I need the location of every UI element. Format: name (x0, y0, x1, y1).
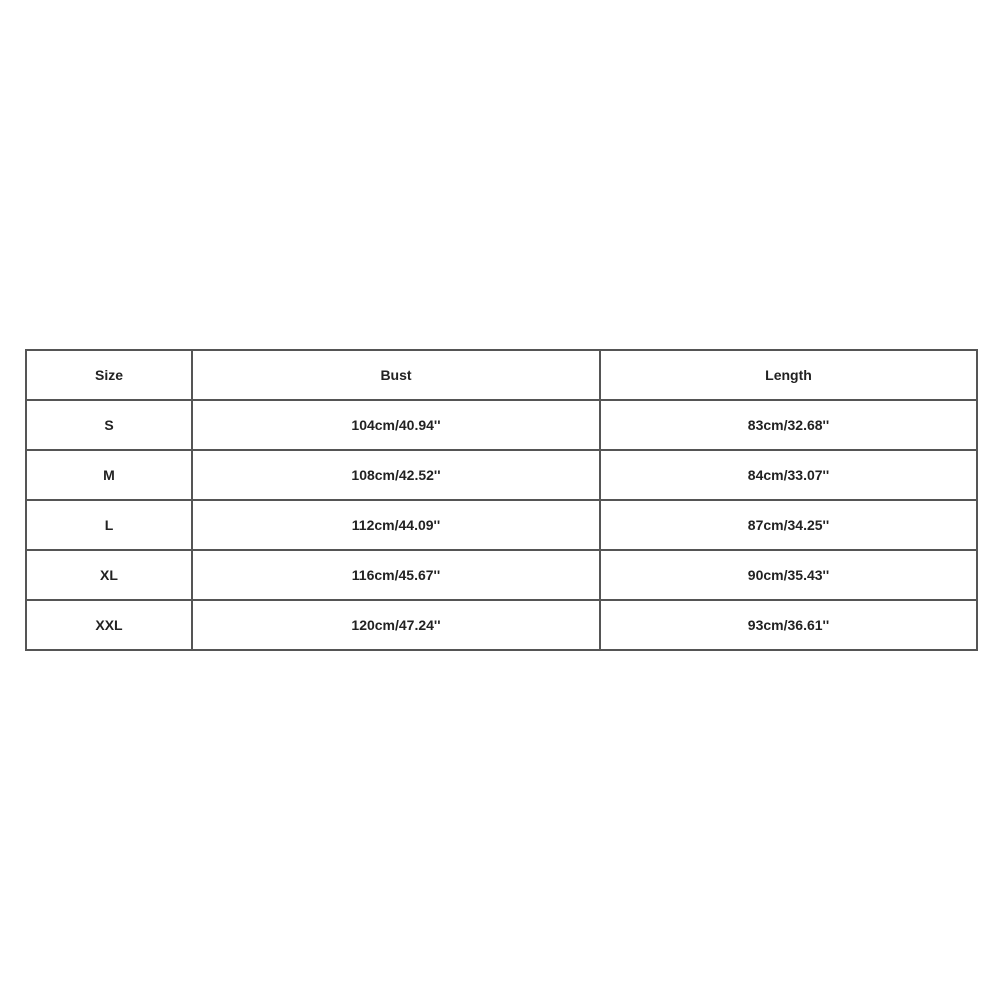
bust-cell: 120cm/47.24'' (192, 600, 600, 650)
bust-cell: 116cm/45.67'' (192, 550, 600, 600)
size-cell: L (26, 500, 192, 550)
length-cell: 84cm/33.07'' (600, 450, 977, 500)
bust-cell: 108cm/42.52'' (192, 450, 600, 500)
bust-cell: 112cm/44.09'' (192, 500, 600, 550)
table-row (26, 450, 977, 500)
table-row (26, 400, 977, 450)
table-row (26, 500, 977, 550)
length-cell: 90cm/35.43'' (600, 550, 977, 600)
table-row (26, 550, 977, 600)
size-cell: M (26, 450, 192, 500)
length-cell: 83cm/32.68'' (600, 400, 977, 450)
table-row (26, 600, 977, 650)
header-length: Length (600, 350, 977, 400)
length-cell: 87cm/34.25'' (600, 500, 977, 550)
header-row (26, 350, 977, 400)
header-size: Size (26, 350, 192, 400)
size-cell: S (26, 400, 192, 450)
size-cell: XL (26, 550, 192, 600)
length-cell: 93cm/36.61'' (600, 600, 977, 650)
bust-cell: 104cm/40.94'' (192, 400, 600, 450)
size-cell: XXL (26, 600, 192, 650)
header-bust: Bust (192, 350, 600, 400)
size-chart-table (25, 349, 978, 651)
